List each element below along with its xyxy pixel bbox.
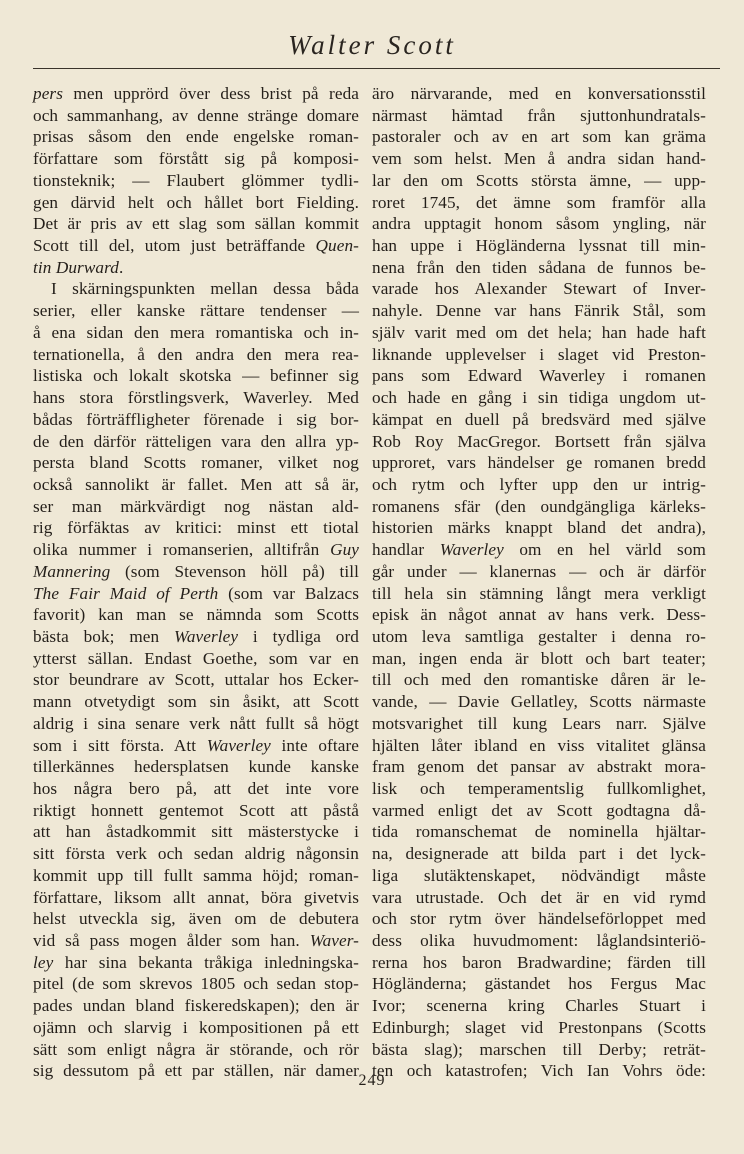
text-line: bästa slag); marschen till Derby; reträt- xyxy=(372,1039,706,1059)
text-line: liknande upplevelser i slaget vid Preston- xyxy=(372,344,706,364)
text-line: gen därvid helt och hållet bort Fielding. xyxy=(33,192,359,212)
text-line: Högländerna; gästandet hos Fergus Mac xyxy=(372,974,706,994)
text-line: vara utrustade. Och det är en vid rymd xyxy=(372,887,706,907)
text-line: olika nummer i romanserien, alltifrån Guy xyxy=(33,540,359,560)
text-line: tillerkännes hedersplatsen kunde kanske xyxy=(33,757,359,777)
text-line: persta bland Scotts romaner, vilket nog xyxy=(33,453,359,473)
text-line: ser man märkvärdigt nog nästan ald- xyxy=(33,496,359,516)
text-line: Rob Roy MacGregor. Bortsett från själva xyxy=(372,431,706,451)
text-line: stor beundrare av Scott, uttalar hos Ecker- xyxy=(33,670,359,690)
text-line: Ivor; scenerna kring Charles Stuart i xyxy=(372,996,706,1016)
text-line: själv varit med om det hela; han hade haft xyxy=(372,322,706,342)
text-line: och sammanhang, av denne stränge domare xyxy=(33,105,359,125)
text-line: vande, — Davie Gellatley, Scotts närmaste xyxy=(372,692,706,712)
text-line: bästa bok; men Waverley i tydliga ord xyxy=(33,626,360,646)
running-header: Walter Scott xyxy=(288,30,456,60)
text-line: andra upptagit honom såsom yngling, när xyxy=(372,214,706,234)
text-line: bådas förträffligheter förenade i sig bor- xyxy=(33,409,359,429)
text-line: rig förfäktas av kritici: minst ett tiotal xyxy=(33,518,359,538)
text-line: favorit) kan man se nämnda som Scotts xyxy=(33,605,359,625)
text-line: nahyle. Denne var hans Fänrik Stål, som xyxy=(372,301,706,321)
text-line: ojämn och slarvig i kompositionen på ett xyxy=(33,1017,359,1037)
text-line: Det är pris av ett slag som sällan kommit xyxy=(33,214,359,234)
text-line: upproret, vars händelser ge romanen bredd xyxy=(372,453,706,473)
text-line: författare som förstått sig på komposi- xyxy=(33,149,359,169)
text-line: pitel (de som skrevos 1805 och sedan stop- xyxy=(33,974,359,994)
text-line: ten och katastrofen; Vich Ian Vohrs öde: xyxy=(372,1061,706,1081)
text-line: I skärningspunkten mellan dessa båda xyxy=(51,279,359,299)
text-line: dess olika huvudmoment: låglandsinteriö- xyxy=(372,931,706,951)
text-line: riktigt honnett gentemot Scott att påstå xyxy=(33,800,359,820)
page-number: 249 xyxy=(358,1072,386,1089)
text-line: motsvarighet till kung Lears narr. Själve xyxy=(372,713,706,733)
text-line: prisas såsom den ende engelske roman- xyxy=(33,127,359,147)
text-line: kämpat en duell på bredsvärd med själve xyxy=(372,409,706,429)
text-line: aldrig i sina senare verk nått fullt så högt xyxy=(33,713,359,733)
text-line: utom leva samtliga gestalter i denna ro- xyxy=(372,626,706,646)
text-line: liga slutäktenskapet, nödvändigt måste xyxy=(372,865,706,885)
text-line: att han åstadkommit sitt mästerstycke i xyxy=(33,822,359,842)
text-line: varade hos Alexander Stewart of Inver- xyxy=(372,279,706,299)
text-line: ytterst sällan. Endast Goethe, som var en xyxy=(33,648,359,668)
text-line: han uppe i Högländerna lyssnat till min- xyxy=(372,236,706,256)
text-line: hjälten låter ibland en viss vitalitet glänsa xyxy=(372,735,706,755)
text-line: pades undan bland fiskeredskapen); den är xyxy=(33,996,359,1016)
text-line: handlar Waverley om en hel värld som xyxy=(372,540,706,560)
text-line: äro närvarande, med en konversationsstil xyxy=(372,84,706,103)
text-line: tin Durward. xyxy=(33,257,124,277)
text-line: går under — klanernas — och är därför xyxy=(372,561,706,581)
text-line: närmast hämtad från sjuttonhundratals- xyxy=(372,105,706,125)
text-line: tionsteknik; — Flaubert glömmer tydli- xyxy=(33,170,359,190)
header-rule xyxy=(33,68,720,69)
text-line: och stor rytm över händelseförloppet med xyxy=(372,909,706,929)
text-line: sitt första verk och sedan aldrig någonsin xyxy=(33,844,359,864)
text-line: kommit upp till fullt samma höjd; roman- xyxy=(33,865,359,885)
text-line: Edinburgh; slaget vid Prestonpans (Scotts xyxy=(372,1017,706,1037)
text-line: å ena sidan den mera romantiska och in- xyxy=(33,322,359,342)
text-line: och hade en gång i sin tidiga ungdom ut- xyxy=(372,388,706,408)
text-line: Scott till del, utom just beträffande Quen- xyxy=(33,236,359,256)
text-line: nena från den tiden sådana de funnos be- xyxy=(372,257,706,277)
text-line: hos några bero på, att det inte vore xyxy=(33,779,359,798)
text-line: varmed enligt det av Scott godtagna då- xyxy=(372,800,706,820)
text-line: och rytm och lyfter upp den ur intrig- xyxy=(372,474,706,494)
text-line: sig dessutom på ett par ställen, när damer xyxy=(33,1061,359,1081)
text-line: pans som Edward Waverley i romanen xyxy=(372,366,706,386)
text-line: The Fair Maid of Perth (som var Balzacs xyxy=(33,583,360,603)
text-line: också sannolikt är fallet. Men att så är, xyxy=(33,474,359,494)
text-line: som i sitt första. Att Waverley inte oftare xyxy=(33,735,360,755)
text-line: till och med den romantiske dåren är le- xyxy=(372,670,706,690)
text-line: lar den om Scotts största ämne, — upp- xyxy=(372,170,706,190)
text-line: na, designerade att bilda part i det lyck- xyxy=(372,844,706,864)
text-line: man, ingen enda är blott och bart teater; xyxy=(372,648,706,668)
text-line: tida romanschemat de nominella hjältar- xyxy=(372,822,706,842)
text-line: fram genom det pansar av abstrakt mora- xyxy=(372,757,706,777)
text-line: de den därför rätteligen vara den allra yp- xyxy=(33,431,359,451)
text-line: till hela sin stämning långt mera verkligt xyxy=(372,583,706,603)
text-line: historien märks knappt bland det andra), xyxy=(372,518,706,538)
text-line: pers men upprörd över dess brist på reda xyxy=(33,84,359,103)
text-line: roret 1745, det ämne som framför alla xyxy=(372,192,706,212)
text-line: författare, liksom allt annat, böra givetvis xyxy=(33,887,359,907)
left-column xyxy=(33,83,359,1082)
text-line: helst utveckla sig, även om de debutera xyxy=(33,909,359,929)
text-line: hans stora förstlingsverk, Waverley. Med xyxy=(33,388,359,408)
text-line: Mannering (som Stevenson höll på) till xyxy=(33,561,359,581)
text-line: mann otvetydigt som sin åsikt, att Scott xyxy=(33,692,359,712)
text-line: ternationella, å den andra den mera rea- xyxy=(33,344,359,364)
text-line: romanens sfär (den oundgängliga kärleks- xyxy=(372,496,706,516)
text-line: vem som helst. Men å andra sidan hand- xyxy=(372,149,706,169)
text-line: episk än något annat av hans verk. Dess- xyxy=(372,605,706,625)
text-line: serier, eller kanske rättare tendenser — xyxy=(33,301,359,321)
text-line: lisk och temperamentslig fullkomlighet, xyxy=(372,779,706,798)
text-line: vid så pass mogen ålder som han. Waver- xyxy=(33,931,359,951)
text-line: listiska och lokalt skotska — befinner sig xyxy=(33,366,359,386)
text-line: rerna hos baron Bradwardine; färden till xyxy=(372,952,706,972)
text-line: ley har sina bekanta tråkiga inledningska- xyxy=(33,952,359,972)
right-column xyxy=(372,83,706,1082)
text-line: sätt som enligt några är störande, och rör xyxy=(33,1039,359,1059)
text-line: pastoraler och av en art som kan gräma xyxy=(372,127,706,147)
